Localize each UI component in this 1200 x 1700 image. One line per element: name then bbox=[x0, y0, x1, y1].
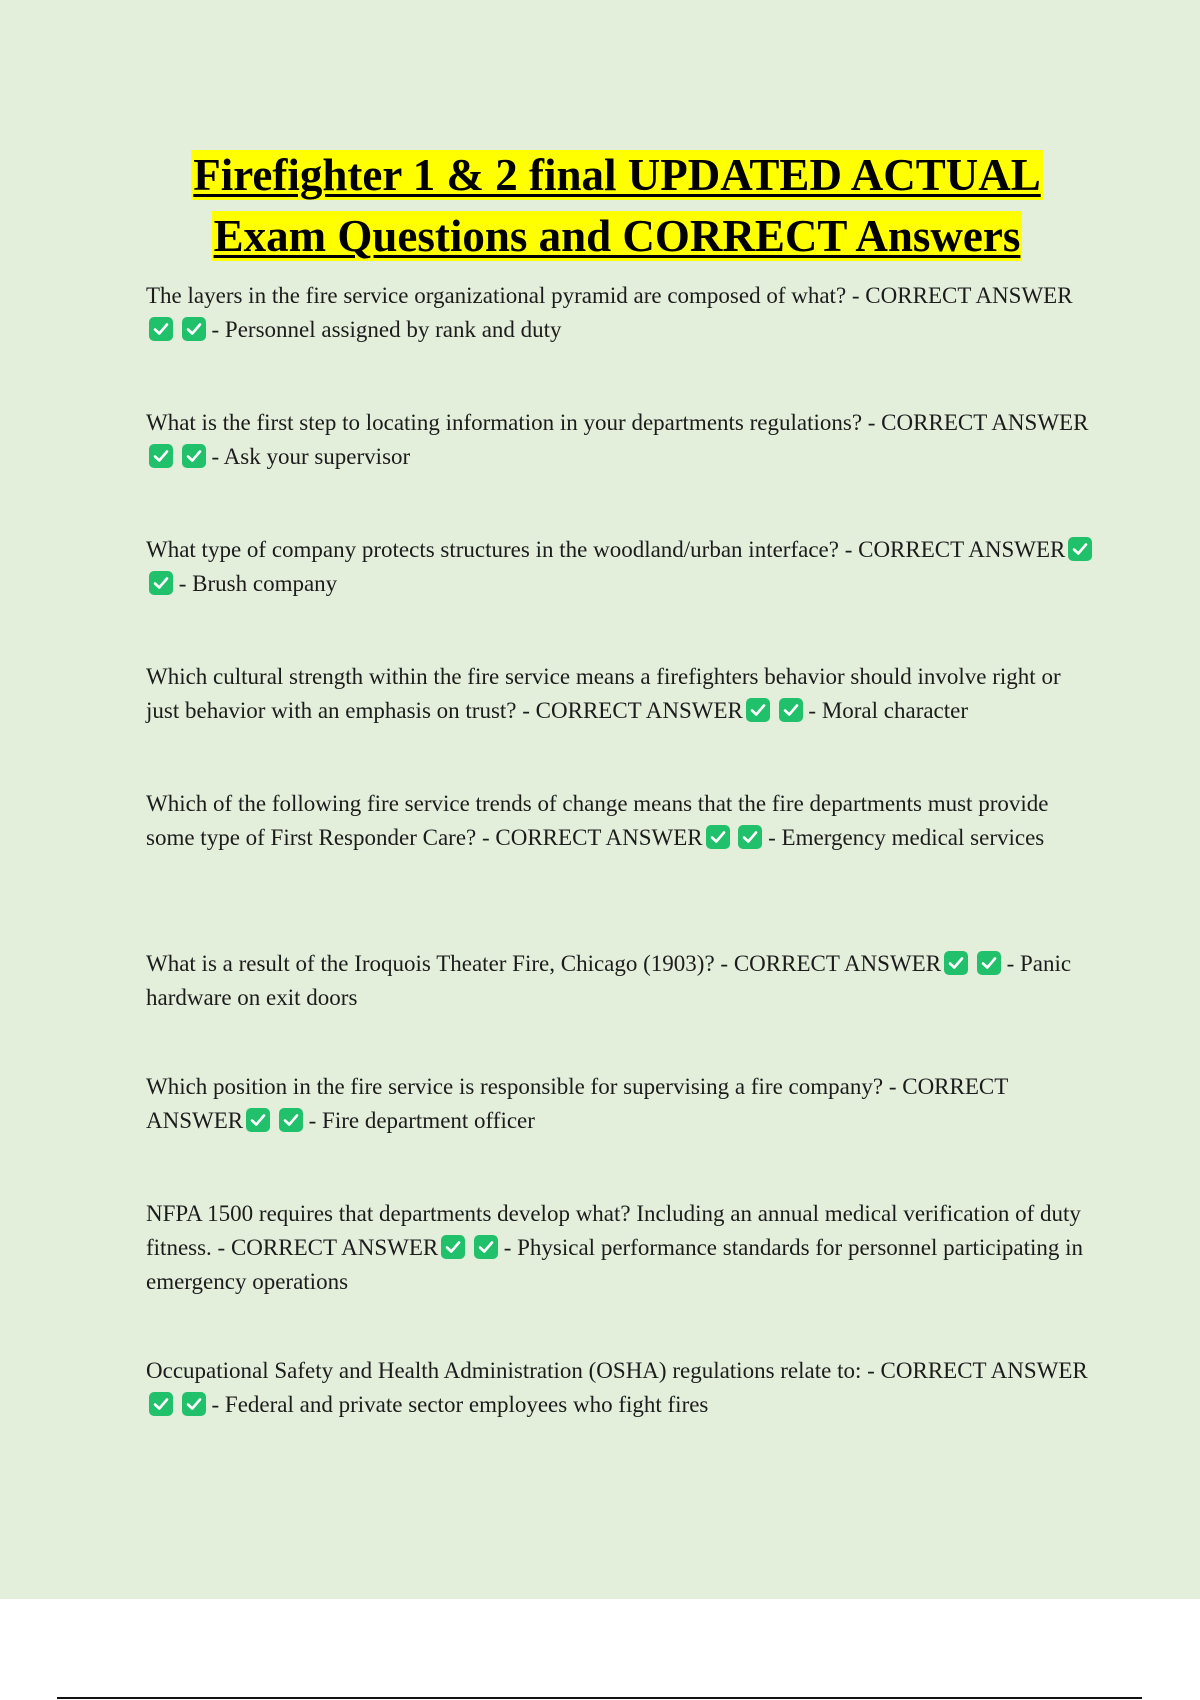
question-text: Occupational Safety and Health Administration (OSHA) regulations relate to: - CORRECT ANSWER bbox=[146, 1358, 1088, 1383]
check-mark-icon bbox=[149, 317, 173, 341]
check-mark-icon bbox=[149, 444, 173, 468]
question-text: Which of the following fire service trends of change means that the fire departments must provide some type of First Responder Care? - CORRECT ANSWER bbox=[146, 791, 1049, 850]
answer-text: - Panic hardware on exit doors bbox=[146, 951, 1072, 1010]
question-text: What is the first step to locating information in your departments regulations? - CORRECT ANSWER bbox=[146, 410, 1089, 435]
question-text: Which position in the fire service is responsible for supervising a fire company? - CORRECT ANSWER bbox=[146, 1074, 1008, 1133]
check-mark-icon bbox=[182, 317, 206, 341]
qa-item bbox=[146, 1354, 1096, 1422]
check-mark-icon bbox=[441, 1235, 465, 1259]
title-line-1: Firefighter 1 & 2 final UPDATED ACTUAL bbox=[193, 150, 1041, 200]
qa-item bbox=[146, 787, 1096, 855]
check-mark-icon bbox=[746, 698, 770, 722]
answer-text: - Fire department officer bbox=[308, 1108, 535, 1133]
question-text: The layers in the fire service organizational pyramid are composed of what? - CORRECT ANSWER bbox=[146, 283, 1073, 308]
question-text: Which cultural strength within the fire service means a firefighters behavior should involve right or just behavior with an emphasis on trust? - CORRECT ANSWER bbox=[146, 664, 1061, 723]
check-mark-icon bbox=[944, 951, 968, 975]
answer-text: - Personnel assigned by rank and duty bbox=[211, 317, 562, 342]
qa-item bbox=[146, 1070, 1096, 1138]
check-mark-icon bbox=[738, 825, 762, 849]
answer-text: - Moral character bbox=[808, 698, 969, 723]
page-gap bbox=[0, 1599, 1200, 1700]
answer-text: - Physical performance standards for personnel participating in emergency operations bbox=[146, 1235, 1083, 1294]
check-mark-icon bbox=[706, 825, 730, 849]
answer-text: - Federal and private sector employees who fight fires bbox=[211, 1392, 709, 1417]
qa-item bbox=[146, 1197, 1096, 1299]
document-title bbox=[90, 145, 1144, 267]
check-mark-icon bbox=[977, 951, 1001, 975]
answer-text: - Ask your supervisor bbox=[211, 444, 411, 469]
check-mark-icon bbox=[474, 1235, 498, 1259]
check-mark-icon bbox=[182, 1392, 206, 1416]
check-mark-icon bbox=[149, 571, 173, 595]
check-mark-icon bbox=[149, 1392, 173, 1416]
check-mark-icon bbox=[1068, 537, 1092, 561]
answer-text: - Emergency medical services bbox=[768, 825, 1045, 850]
check-mark-icon bbox=[279, 1108, 303, 1132]
check-mark-icon bbox=[182, 444, 206, 468]
qa-item bbox=[146, 947, 1096, 1015]
answer-text: - Brush company bbox=[178, 571, 338, 596]
qa-item bbox=[146, 279, 1096, 347]
check-mark-icon bbox=[246, 1108, 270, 1132]
question-text: NFPA 1500 requires that departments develop what? Including an annual medical verification of duty fitness. - CORRECT ANSWER bbox=[146, 1201, 1081, 1260]
qa-item bbox=[146, 406, 1096, 474]
question-text: What type of company protects structures in the woodland/urban interface? - CORRECT ANSWER bbox=[146, 537, 1066, 562]
qa-item bbox=[146, 660, 1096, 728]
qa-item bbox=[146, 533, 1096, 601]
next-page-top-rule bbox=[57, 1697, 1142, 1699]
check-mark-icon bbox=[779, 698, 803, 722]
question-text: What is a result of the Iroquois Theater Fire, Chicago (1903)? - CORRECT ANSWER bbox=[146, 951, 942, 976]
title-line-2: Exam Questions and CORRECT Answers bbox=[213, 211, 1021, 261]
